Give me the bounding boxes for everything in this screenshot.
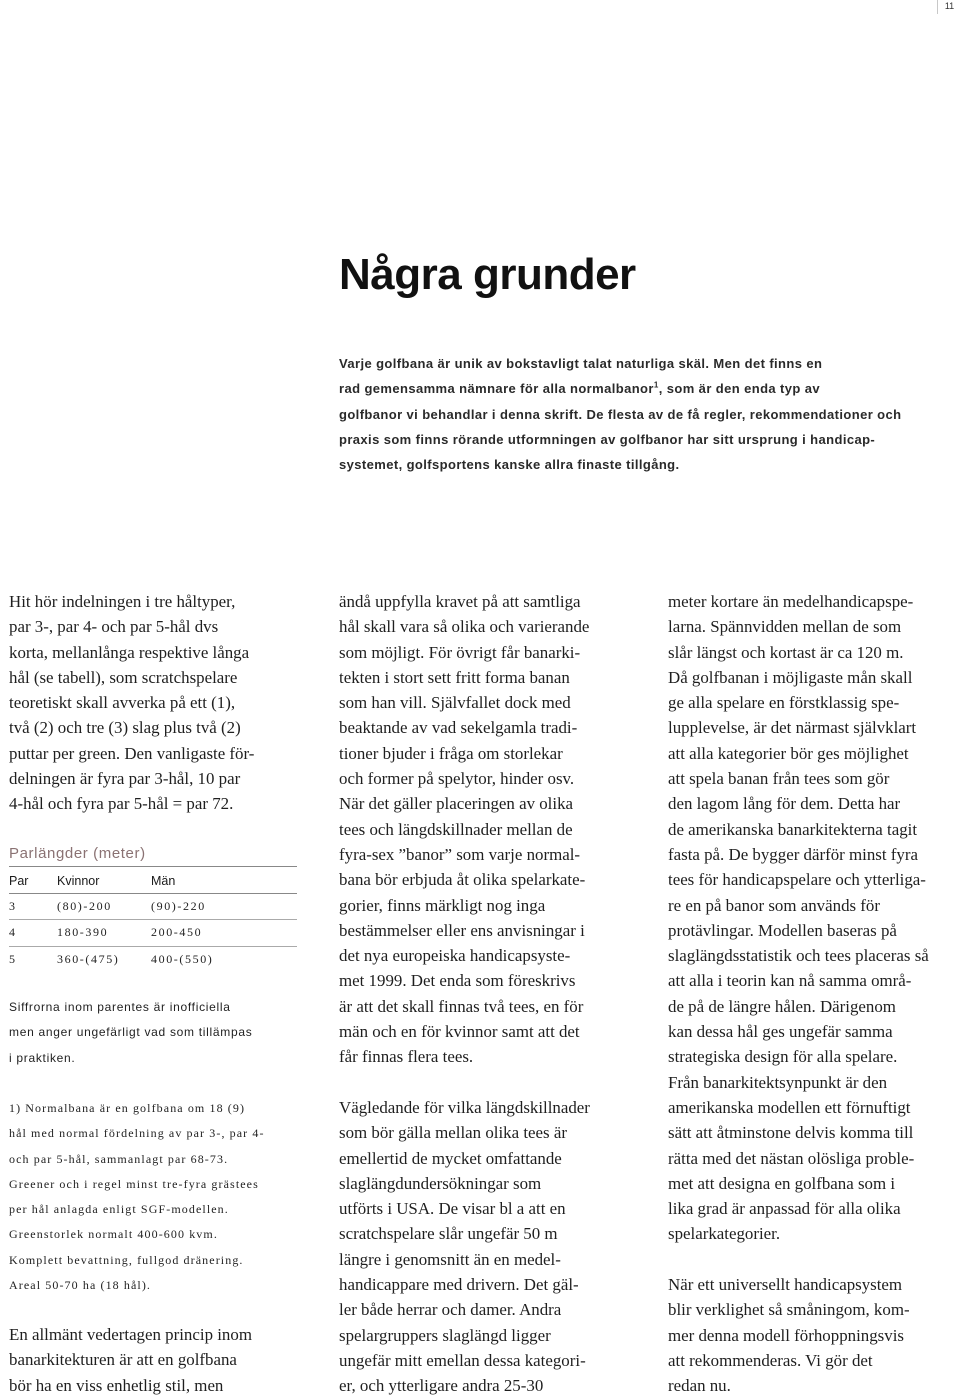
body-line: får finnas flera tees.: [339, 1047, 474, 1067]
page-number: 11: [937, 0, 960, 14]
table-cell-par: 3: [9, 894, 57, 920]
body-line: som möjligt. För övrigt får banarki-: [339, 642, 581, 662]
intro-line: praxis som finns rörande utformningen av golfbanor har sitt ursprung i handicap-: [339, 431, 876, 447]
body-line: bana bör erbjuda åt olika spelarkate-: [339, 870, 586, 890]
body-line: 4-hål och fyra par 5-hål = par 72.: [9, 794, 234, 814]
body-line: handicappare med drivern. Det gäl-: [339, 1275, 579, 1295]
body-line: Vägledande för vilka längdskillnader: [339, 1097, 590, 1117]
column-2: [339, 589, 639, 1399]
body-line: fasta på. De bygger därför minst fyra: [668, 844, 918, 864]
footnote: [9, 1096, 309, 1298]
body-line: den lagom lång för dem. Detta har: [668, 794, 901, 814]
body-line: ungefär mitt emellan dessa kategori-: [339, 1350, 586, 1370]
body-line: teoretiskt skall avverka på ett (1),: [9, 693, 236, 713]
table-title: Parlängder (meter): [9, 845, 146, 862]
body-line: bör ha en viss enhetlig stil, men: [9, 1375, 224, 1395]
body-line: slår längst och kortast är ca 120 m.: [668, 642, 904, 662]
body-line: lika grad är anpassad för alla olika: [668, 1199, 901, 1219]
body-line: par 3-, par 4- och par 5-hål dvs: [9, 617, 219, 637]
body-line: korta, mellanlånga respektive långa: [9, 642, 250, 662]
body-line: tioner bjuder i fråga om storlekar: [339, 743, 563, 763]
body-line: Från banarkitektsynpunkt är den: [668, 1072, 888, 1092]
footnote-line: och par 5-hål, sammanlagt par 68-73.: [9, 1151, 229, 1166]
intro-line: golfbanor vi behandlar i denna skrift. De flesta av de få regler, rekommendationer och: [339, 406, 902, 422]
body-line: När det gäller placeringen av olika: [339, 794, 574, 814]
column-2-paragraph-1: [339, 589, 639, 1070]
intro-line: systemet, golfsportens kanske allra finaste tillgång.: [339, 457, 680, 473]
body-line: larna. Spännvidden mellan de som: [668, 617, 902, 637]
body-line: amerikanska modellen ett förnuftigt: [668, 1097, 911, 1117]
column-1: [9, 589, 309, 817]
body-line: strategiska design för alla spelare.: [668, 1047, 898, 1067]
table-cell-women: (80)-200: [57, 894, 151, 920]
body-line: bestämmelser eller ens anvisningar i: [339, 920, 585, 940]
paragraph-gap: [339, 1070, 639, 1095]
body-line: puttar per green. Den vanligaste för-: [9, 743, 255, 763]
body-line: slaglängdsstatistik och tees placeras så: [668, 946, 929, 966]
table-row: [9, 894, 297, 920]
body-line: er, och ytterligare andra 25-30: [339, 1376, 544, 1396]
column-1-bottom: [9, 1322, 309, 1398]
body-line: mer denna modell förhoppningsvis: [668, 1325, 904, 1345]
table-header-row: [9, 869, 297, 894]
body-line: sätt att åtminstone delvis komma till: [668, 1123, 914, 1143]
body-line: scratchspelare slår ungefär 50 m: [339, 1224, 558, 1244]
body-line: tekten i stort sett fritt forma banan: [339, 667, 570, 687]
body-line: ler både herrar och damer. Andra: [339, 1300, 562, 1320]
table-cell-men: (90)-220: [151, 894, 297, 920]
body-line: att spela banan från tees som gör: [668, 769, 890, 789]
footnote-line: per hål anlagda enligt SGF-modellen.: [9, 1202, 229, 1217]
intro-line-text: rad gemensamma nämnare för alla normalbanor: [339, 381, 654, 397]
footnote-mark: 1: [653, 380, 659, 390]
body-line: kan dessa hål ges ungefär samma: [668, 1022, 893, 1042]
body-line: det nya europeiska handicapsyste-: [339, 946, 571, 966]
table-row: [9, 946, 297, 972]
body-line: ge alla spelare en förstklassig spe-: [668, 693, 900, 713]
table-cell-men: 200-450: [151, 920, 297, 946]
table-note-line: i praktiken.: [9, 1050, 76, 1065]
footnote-line: 1) Normalbana är en golfbana om 18 (9): [9, 1101, 246, 1115]
body-line: rätta med det nästan olösliga proble-: [668, 1148, 915, 1168]
body-line: banarkitekturen är att en golfbana: [9, 1350, 237, 1370]
body-line: protävlingar. Modellen baseras på: [668, 920, 897, 940]
table-cell-par: 5: [9, 951, 17, 966]
table-header-par: Par: [9, 869, 57, 894]
body-line: ändå uppfylla kravet på att samtliga: [339, 592, 581, 611]
body-line: tees och längdskillnader mellan de: [339, 819, 573, 839]
body-line: slaglängdundersökningar som: [339, 1173, 542, 1193]
intro-line: Varje golfbana är unik av bokstavligt talat naturliga skäl. Men det finns en: [339, 356, 823, 371]
body-line: de amerikanska banarkitekterna tagit: [668, 819, 918, 839]
table-cell-women: 360-(475): [57, 951, 120, 966]
body-line: tees för handicapspelare och ytterliga-: [668, 870, 926, 890]
body-line: att rekommenderas. Vi gör det: [668, 1350, 873, 1370]
body-line: re en på banor som används för: [668, 895, 880, 915]
body-line: meter kortare än medelhandicapspe-: [668, 592, 914, 611]
body-line: att alla kategorier bör ges möjlighet: [668, 743, 909, 763]
intro-paragraph: [339, 351, 939, 477]
body-line: två (2) och tre (3) slag plus två (2): [9, 718, 241, 738]
table-cell-men: 400-(550): [151, 951, 214, 966]
table-note-line: men anger ungefärligt vad som tillämpas: [9, 1025, 253, 1040]
column-3-paragraph-2: [668, 1272, 960, 1398]
body-line: spelargruppers slaglängd ligger: [339, 1325, 551, 1345]
column-3: [668, 589, 960, 1399]
footnote-line: hål med normal fördelning av par 3-, par 4-: [9, 1126, 265, 1141]
body-line: emellertid de mycket omfattande: [339, 1148, 562, 1168]
table-cell-women: 180-390: [57, 920, 151, 946]
body-line: fyra-sex ”banor” som varje normal-: [339, 844, 581, 864]
body-line: hål (se tabell), som scratchspelare: [9, 667, 238, 687]
intro-line-text: , som är den enda typ av: [658, 381, 821, 397]
body-line: som han vill. Självfallet dock med: [339, 693, 571, 713]
table-header-men: Män: [151, 869, 297, 894]
body-line: längre i genomsnitt än en medel-: [339, 1249, 561, 1269]
body-line: är att det skall finnas två tees, en för: [339, 996, 584, 1016]
table-note: [9, 995, 309, 1071]
table-header-women: Kvinnor: [57, 869, 151, 894]
body-line: som bör gälla mellan olika tees är: [339, 1123, 567, 1143]
body-line: hål skall vara så olika och varierande: [339, 617, 590, 637]
footnote-line: Greenstorlek normalt 400-600 kvm.: [9, 1227, 218, 1242]
footnote-line: Greener och i regel minst tre-fyra grästees: [9, 1176, 259, 1191]
table-note-line: Siffrorna inom parentes är inofficiella: [9, 1000, 231, 1014]
body-line: Då golfbanan i möjligaste mån skall: [668, 667, 913, 687]
body-line: met 1999. Det enda som föreskrivs: [339, 971, 576, 991]
body-line: blir verklighet så småningom, kom-: [668, 1300, 910, 1320]
body-line: och former på spelytor, hinder osv.: [339, 769, 575, 789]
body-line: En allmänt vedertagen princip inom: [9, 1325, 252, 1344]
par-length-table: [9, 869, 297, 972]
body-line: utförts i USA. De visar bl a att en: [339, 1199, 566, 1219]
table-title-rule: [9, 866, 297, 867]
page-title: Några grunder: [339, 250, 636, 299]
body-line: de på de längre hålen. Därigenom: [668, 996, 896, 1016]
body-line: gorier, finns märkligt nog inga: [339, 895, 546, 915]
body-line: spelarkategorier.: [668, 1224, 781, 1244]
footnote-line: Komplett bevattning, fullgod dränering.: [9, 1252, 244, 1267]
body-line: met att designa en golfbana som i: [668, 1173, 896, 1193]
column-3-paragraph-1: [668, 589, 960, 1247]
body-line: Hit hör indelningen i tre håltyper,: [9, 592, 236, 611]
footnote-line: Areal 50-70 ha (18 hål).: [9, 1278, 152, 1293]
body-line: redan nu.: [668, 1376, 731, 1396]
body-line: män och en för kvinnor samt att det: [339, 1022, 580, 1042]
body-line: lupplevelse, är det närmast självklart: [668, 718, 917, 738]
table-cell-par: 4: [9, 920, 57, 946]
body-line: att alla i teorin kan nå samma områ-: [668, 971, 912, 991]
table-row: [9, 920, 297, 946]
paragraph-gap: [668, 1247, 960, 1272]
intro-line: [339, 376, 939, 401]
body-line: beaktande av vad sekelgamla tradi-: [339, 718, 578, 738]
body-line: delningen är fyra par 3-hål, 10 par: [9, 769, 241, 789]
column-2-paragraph-2: [339, 1095, 639, 1399]
body-line: När ett universellt handicapsystem: [668, 1275, 903, 1295]
